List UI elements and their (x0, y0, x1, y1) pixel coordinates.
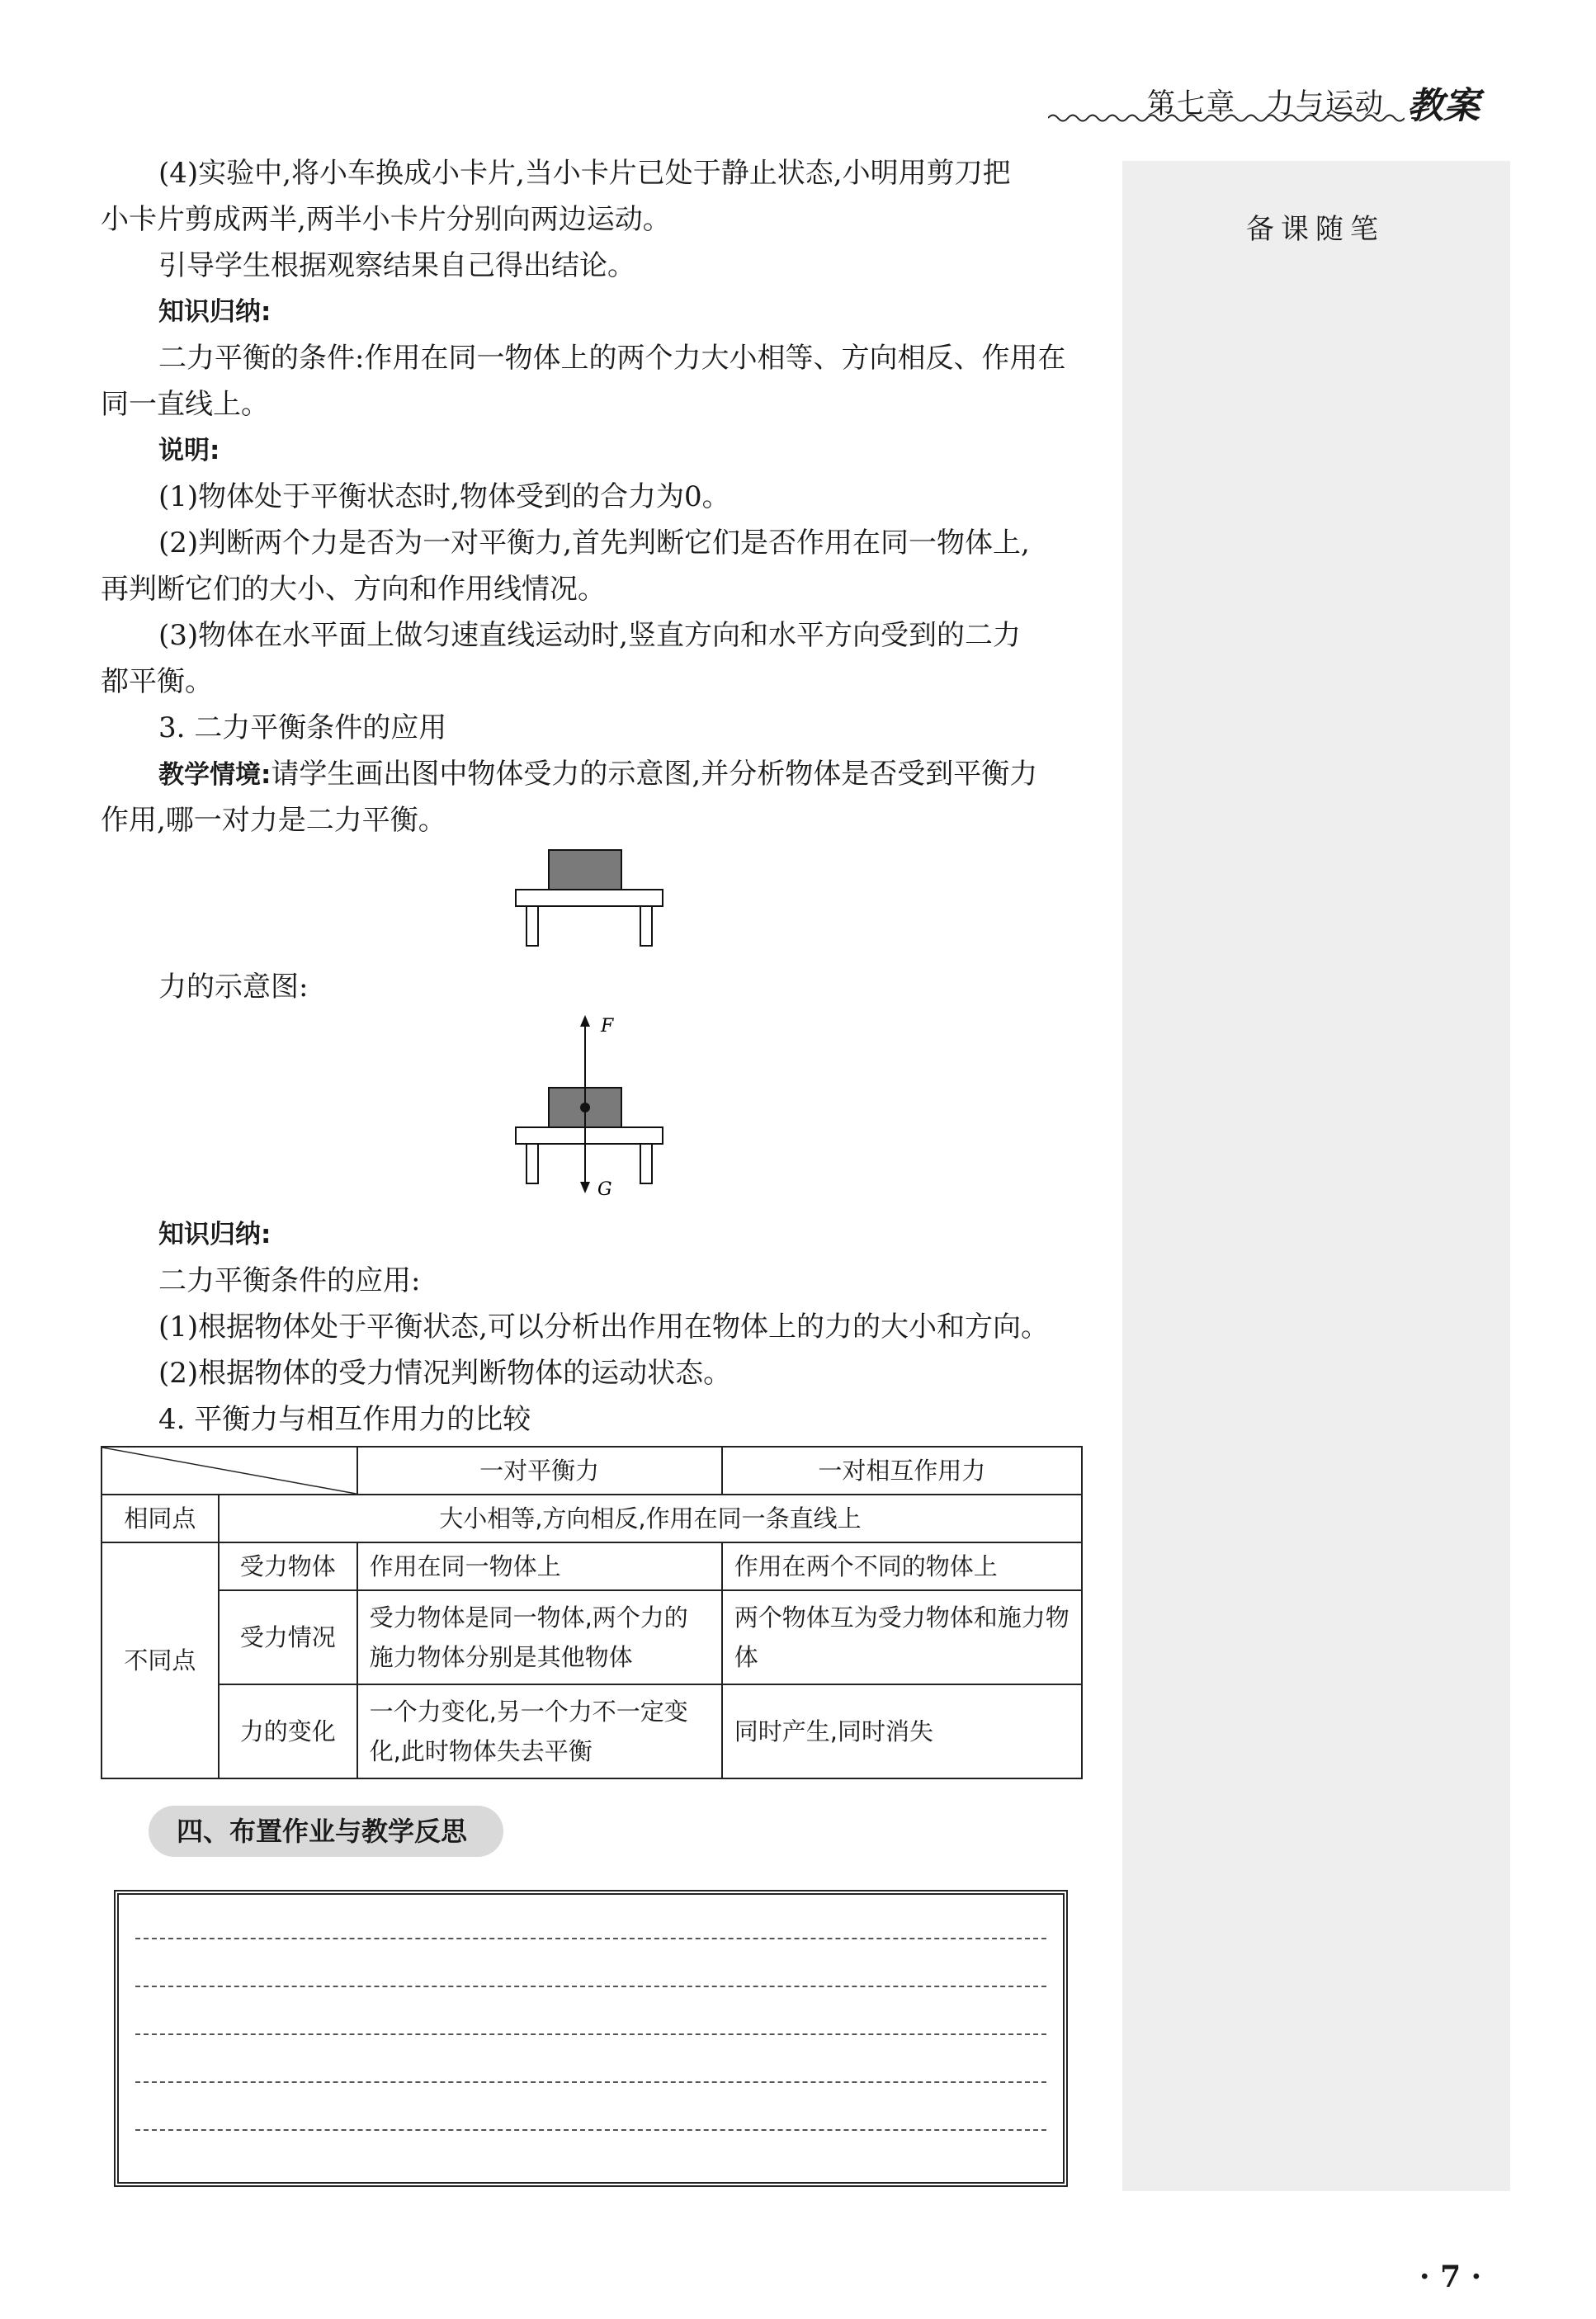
sub-row-label: 受力情况 (219, 1590, 357, 1684)
note-item: (3)物体在水平面上做匀速直线运动时,竖直方向和水平方向受到的二力 (158, 619, 1021, 652)
table-cell: 同时产生,同时消失 (722, 1684, 1082, 1778)
table-row (102, 1684, 1082, 1778)
arrow-up-icon (580, 1015, 590, 1027)
table-top (516, 1127, 663, 1144)
table-cell: 作用在两个不同的物体上 (722, 1542, 1082, 1590)
brand-label: 教案 (1407, 85, 1480, 127)
chapter-title: 第七章 力与运动 (1147, 87, 1385, 120)
notes-sidebar (1122, 161, 1510, 2191)
table-cell: 一个力变化,另一个力不一定变化,此时物体失去平衡 (357, 1684, 722, 1778)
summary-heading: 知识归纳: (158, 297, 272, 327)
scenario-line (101, 749, 1083, 796)
paragraph-line: 二力平衡的条件:作用在同一物体上的两个力大小相等、方向相反、作用在 (158, 342, 1066, 375)
note-item: (2)判断两个力是否为一对平衡力,首先判断它们是否作用在同一物体上, (158, 527, 1030, 560)
scenario-label: 教学情境: (158, 760, 272, 790)
paragraph-line: 二力平衡条件的应用: (158, 1264, 421, 1297)
table-leg (640, 1144, 652, 1183)
force-F-label: F (601, 1016, 614, 1037)
summary-block (101, 1210, 1083, 1441)
force-diagram-figure (512, 1012, 677, 1210)
table-row (102, 1495, 1082, 1542)
force-G-label: G (597, 1179, 612, 1200)
force-diagram-label: 力的示意图: (158, 971, 309, 1004)
box-on-table-figure (512, 842, 677, 957)
column-header: 一对平衡力 (357, 1447, 722, 1495)
page-header (1048, 76, 1494, 125)
table-row (102, 1590, 1082, 1684)
note-item: 都平衡。 (101, 665, 213, 698)
note-heading: 说明: (158, 436, 220, 465)
table-top (516, 890, 663, 906)
page-number: · 7 · (1419, 2260, 1482, 2294)
table-leg (526, 1144, 538, 1183)
table-cell: 作用在同一物体上 (357, 1542, 722, 1590)
column-header: 一对相互作用力 (722, 1447, 1082, 1495)
homework-writing-box[interactable] (114, 1890, 1068, 2187)
writing-line (135, 1938, 1046, 1939)
diagonal-header-cell (102, 1447, 357, 1495)
section-title: 3. 二力平衡条件的应用 (158, 711, 447, 744)
writing-line (135, 1986, 1046, 1987)
note-item: 再判断它们的大小、方向和作用线情况。 (101, 573, 606, 606)
center-of-mass-dot (580, 1103, 590, 1112)
table-leg (640, 906, 652, 946)
diagonal-line (102, 1448, 357, 1494)
arrow-down-icon (580, 1182, 590, 1193)
sub-row-label: 力的变化 (219, 1684, 357, 1778)
table-cell: 受力物体是同一物体,两个力的施力物体分别是其他物体 (357, 1590, 722, 1684)
summary-heading: 知识归纳: (158, 1220, 272, 1249)
sub-row-label: 受力物体 (219, 1542, 357, 1590)
comparison-table (101, 1446, 1083, 1779)
table-cell: 大小相等,方向相反,作用在同一条直线上 (219, 1495, 1082, 1542)
box (549, 850, 621, 890)
writing-line (135, 2081, 1046, 2083)
paragraph-line: 小卡片剪成两半,两半小卡片分别向两边运动。 (101, 203, 671, 236)
table-row (102, 1542, 1082, 1590)
note-item: (1)物体处于平衡状态时,物体受到的合力为0。 (158, 480, 730, 513)
table-header-row (102, 1447, 1082, 1495)
table-leg (526, 906, 538, 946)
section-title: 4. 平衡力与相互作用力的比较 (158, 1403, 531, 1436)
row-label: 不同点 (102, 1542, 219, 1778)
row-label: 相同点 (102, 1495, 219, 1542)
paragraph-line: (2)根据物体的受力情况判断物体的运动状态。 (158, 1357, 732, 1390)
writing-line (135, 2033, 1046, 2035)
paragraph-line: (4)实验中,将小车换成小卡片,当小卡片已处于静止状态,小明用剪刀把 (158, 157, 1011, 190)
main-content (101, 149, 1083, 842)
sidebar-title: 备课随笔 (1246, 213, 1385, 246)
paragraph-line: 同一直线上。 (101, 388, 269, 421)
paragraph-line: (1)根据物体处于平衡状态,可以分析出作用在物体上的力的大小和方向。 (158, 1311, 1049, 1344)
scenario-text: 请学生画出图中物体受力的示意图,并分析物体是否受到平衡力 (271, 758, 1038, 791)
table-cell: 两个物体互为受力物体和施力物体 (722, 1590, 1082, 1684)
section-heading: 四、布置作业与教学反思 (149, 1806, 503, 1857)
paragraph-line: 引导学生根据观察结果自己得出结论。 (158, 249, 635, 282)
paragraph-line: 作用,哪一对力是二力平衡。 (101, 804, 446, 837)
writing-line (135, 2129, 1046, 2131)
